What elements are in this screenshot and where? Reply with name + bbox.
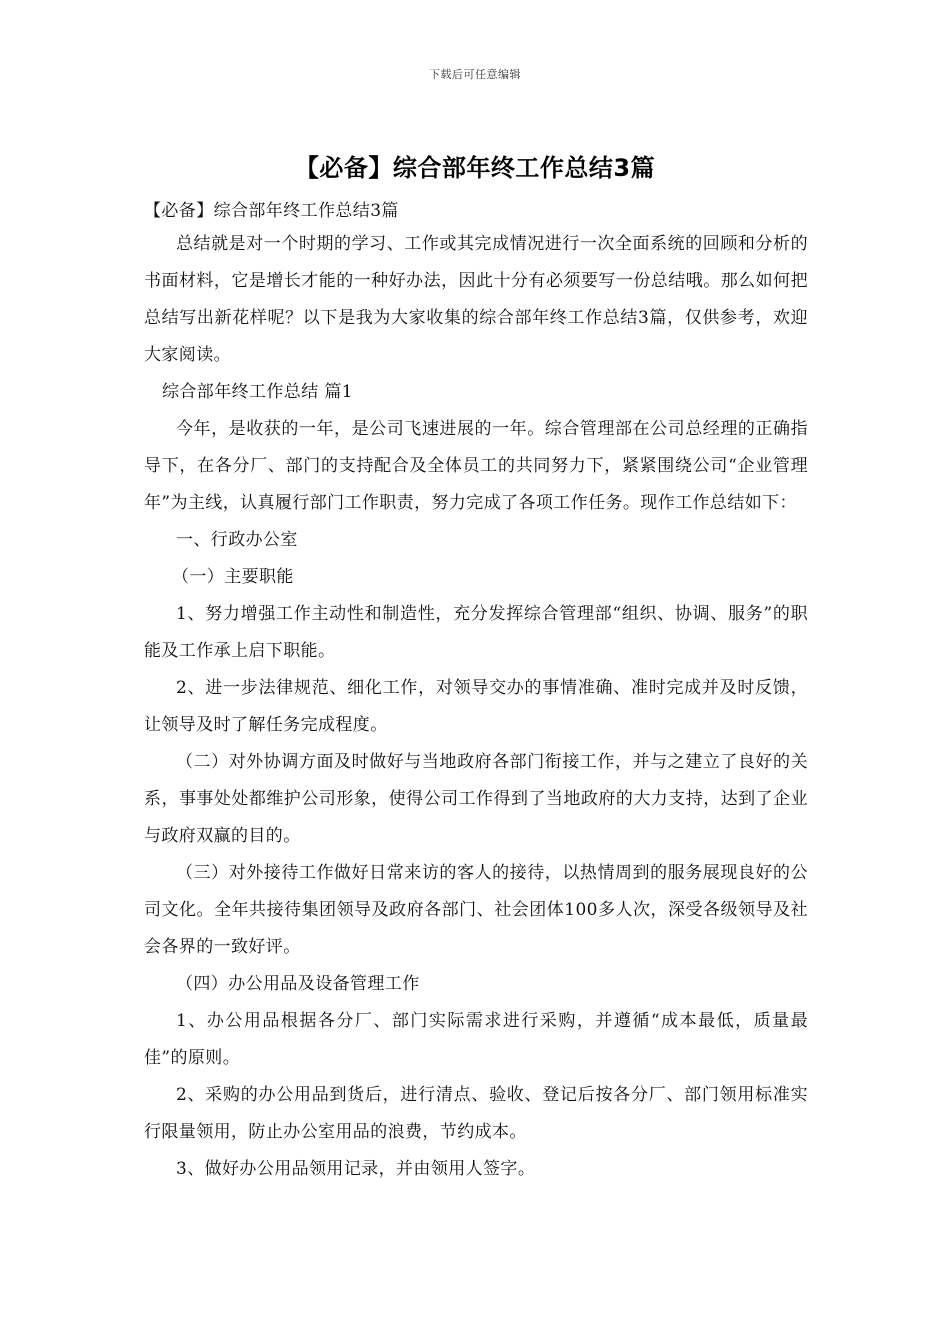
- section-heading: 综合部年终工作总结 篇1: [162, 382, 354, 402]
- subtitle-line: 【必备】综合部年终工作总结3篇: [144, 201, 399, 221]
- document-body: [144, 196, 808, 1188]
- body-paragraph: （二）对外协调方面及时做好与当地政府各部门衔接工作，并与之建立了良好的关系，事事处处都维护公司形象，使得公司工作得到了当地政府的大力支持，达到了企业与政府双赢的目的。: [144, 752, 808, 846]
- body-paragraph: 1、办公用品根据各分厂、部门实际需求进行采购，并遵循“成本最低，质量最佳”的原则。: [144, 1011, 808, 1068]
- body-paragraph: 1、努力增强工作主动性和制造性，充分发挥综合管理部“组织、协调、服务”的职能及工作承上启下职能。: [144, 604, 808, 661]
- intro-paragraph: 总结就是对一个时期的学习、工作或其完成情况进行一次全面系统的回顾和分析的书面材料，它是增长才能的一种好办法，因此十分有必须要写一份总结哦。那么如何把总结写出新花样呢？以下是我为大家收集的综合部年终工作总结3篇，仅供参考，欢迎大家阅读。: [144, 234, 808, 365]
- section-heading: 一、行政办公室: [176, 530, 298, 550]
- body-paragraph: 3、做好办公用品领用记录，并由领用人签字。: [176, 1159, 536, 1179]
- body-paragraph: 今年，是收获的一年，是公司飞速进展的一年。综合管理部在公司总经理的正确指导下，在各分厂、部门的支持配合及全体员工的共同努力下，紧紧围绕公司“企业管理年”为主线，认真履行部门工作职责，努力完成了各项工作任务。现作工作总结如下：: [144, 419, 808, 513]
- document-title: 【必备】综合部年终工作总结3篇: [294, 154, 656, 182]
- body-paragraph: 2、采购的办公用品到货后，进行清点、验收、登记后按各分厂、部门领用标准实行限量领用，防止办公室用品的浪费，节约成本。: [144, 1085, 808, 1142]
- body-paragraph: （三）对外接待工作做好日常来访的客人的接待，以热情周到的服务展现良好的公司文化。全年共接待集团领导及政府各部门、社会团体100多人次，深受各级领导及社会各界的一致好评。: [144, 863, 808, 957]
- body-paragraph: 2、进一步法律规范、细化工作，对领导交办的事情准确、准时完成并及时反馈，让领导及时了解任务完成程度。: [144, 678, 808, 735]
- subsection-heading: （四）办公用品及设备管理工作: [176, 974, 420, 994]
- subsection-heading: （一）主要职能: [172, 567, 294, 587]
- header-note: 下载后可任意编辑: [429, 68, 521, 81]
